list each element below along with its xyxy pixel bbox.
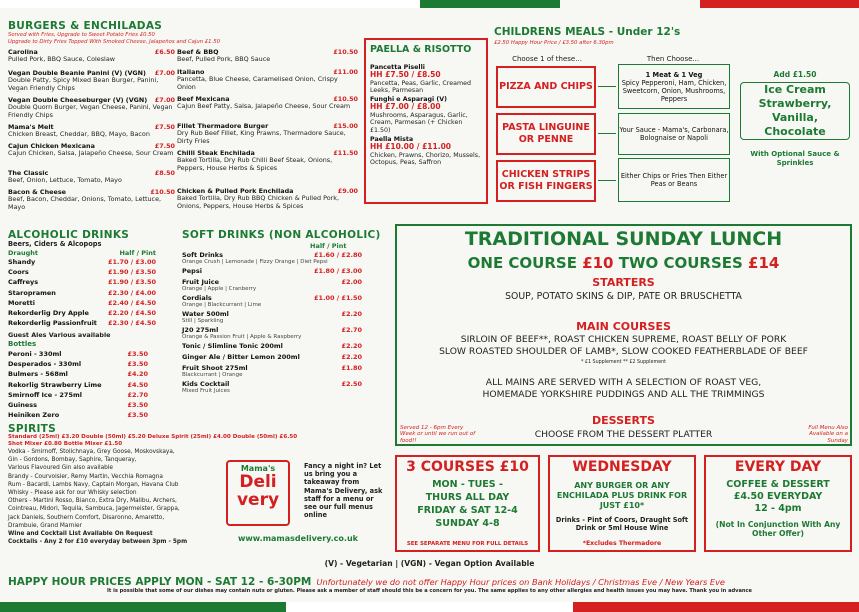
soft-row xyxy=(182,353,362,361)
soft-price: £1.80 xyxy=(341,364,362,372)
soft-row xyxy=(182,326,362,334)
legend: (V) - Vegetarian | (VGN) - Vegan Option Available xyxy=(324,559,535,568)
burger-item xyxy=(8,49,175,64)
draught-price: £2.30 / £4.00 xyxy=(107,288,156,297)
soft-name: Kids Cocktail xyxy=(182,380,230,388)
arrow-1 xyxy=(598,86,616,87)
burger-price: £7.00 xyxy=(154,70,175,77)
draught-name: Moretti xyxy=(8,298,35,307)
bottle-price: £2.70 xyxy=(127,390,148,399)
draught-name: Caffreys xyxy=(8,278,39,287)
soft-item xyxy=(182,326,362,340)
burger-desc: Double Quorn Burger, Vegan Cheese, Panini, Vegan Friendly Chips xyxy=(8,103,173,119)
three-l3: FRIDAY & SAT 12-4 xyxy=(417,505,518,516)
happy-hour: HAPPY HOUR PRICES APPLY MON - SAT 12 - 6-30PM xyxy=(8,576,312,588)
burger-desc: Beef, Pulled Pork, BBQ Sauce xyxy=(177,55,271,64)
soft-row xyxy=(182,294,362,302)
spirit-line: Cointreau, Midori, Tequila, Sambuca, Jagermeister, Grappa, xyxy=(8,506,180,513)
soft-hp: Half / Pint xyxy=(310,242,347,250)
sunday-full-menu: Full Menu Also Available on a Sunday xyxy=(808,425,848,444)
burger-desc: Beef, Onion, Lettuce, Tomato, Mayo xyxy=(8,176,122,185)
every-note: (Not In Conjunction With Any Other Offer) xyxy=(715,520,841,538)
spirit-line: Others - Martini Rosso, Bianco, Extra Dry, Malibu, Archers, xyxy=(8,498,177,505)
spirit-line: Drambuie, Grand Marnier xyxy=(8,522,82,529)
burger-desc: Baked Tortilla, Dry Rub Chilli Beef Steak, Onions, Peppers, House Herbs & Spices xyxy=(177,156,333,172)
spirits-note: Standard (25ml) £3.20 Double (50ml) £5.20 Deluxe Spirit (25ml) £4.00 Double (50ml) £6.50 xyxy=(8,434,298,440)
alcohol-sub: Beers, Ciders & Alcopops xyxy=(8,240,102,248)
three-l4: SUNDAY 4-8 xyxy=(435,518,500,529)
desserts-header: DESSERTS xyxy=(592,414,655,427)
burger-desc: Pulled Pork, BBQ Sauce, Coleslaw xyxy=(8,55,115,64)
burger-name: Vegan Double Beanie Panini (V) (VGN) xyxy=(8,70,146,77)
sunday-one: ONE COURSE xyxy=(467,254,583,272)
spirits-title: SPIRITS xyxy=(8,423,56,435)
bottom-stripe-red xyxy=(573,602,859,612)
paella-item xyxy=(370,136,484,167)
burger-desc: Dry Rub Beef Fillet, King Prawns, Thermadore Sauce, Dirty Fries xyxy=(177,129,346,145)
burgers-note-2: Upgrade to Dirty Fries Topped With Smoked Cheese, Jalapeños and Cajun £1.50 xyxy=(8,39,220,45)
kids-icecream: Ice Cream Strawberry, Vanilla, Chocolate xyxy=(758,83,832,138)
logo-very: very xyxy=(236,490,280,510)
burger-price: £10.50 xyxy=(333,49,358,56)
bottle-price: £4.20 xyxy=(127,370,148,379)
starters-header: STARTERS xyxy=(592,276,655,289)
draught-price: £2.30 / £4.50 xyxy=(107,319,156,328)
bottle-price: £3.50 xyxy=(127,401,148,409)
burger-item xyxy=(177,69,358,91)
kids-main-pasta: PASTA LINGUINE OR PENNE xyxy=(496,113,596,155)
bottle-name: Guiness xyxy=(8,401,37,409)
burger-name: Fillet Thermadore Burger xyxy=(177,123,269,130)
burger-price: £9.00 xyxy=(337,188,358,195)
bottle-price: £3.50 xyxy=(127,411,148,420)
stripe-green xyxy=(420,0,560,8)
draught-row xyxy=(8,258,156,266)
burger-name: Vegan Double Cheeseburger (V) (VGN) xyxy=(8,97,148,104)
kids-choose-1: Choose 1 of these... xyxy=(512,55,582,63)
kids-add: Add £1.50 xyxy=(773,70,817,79)
sunday-served: Served 12 - 6pm Every Week or until we run out of food!! xyxy=(400,425,476,444)
burger-price: £8.50 xyxy=(154,170,175,177)
stripe-red xyxy=(700,0,859,8)
soft-sub: Still | Sparkling xyxy=(182,318,224,324)
mains-line-2: SLOW ROASTED SHOULDER OF LAMB*, SLOW COOKED FEATHERBLADE OF BEEF xyxy=(439,346,808,357)
draught-header xyxy=(8,249,156,257)
soft-title: SOFT DRINKS (NON ALCOHOLIC) xyxy=(182,229,381,241)
burgers-note-1: Served with Fries, Upgrade to Sweet Potato Fries £0.50 xyxy=(8,32,155,38)
burger-price: £11.00 xyxy=(333,69,358,76)
soft-item xyxy=(182,294,362,308)
spirits-mixer: Shot Mixer £0.80 Bottle Mixer £1.50 xyxy=(8,441,123,447)
every-title: EVERY DAY xyxy=(734,459,822,475)
every-l2: £4.50 EVERYDAY xyxy=(733,491,823,502)
arrow-2 xyxy=(598,133,616,134)
burger-desc: Chicken Breast, Cheddar, BBQ, Mayo, Bacon xyxy=(8,130,150,139)
burger-desc: Beef, Bacon, Cheddar, Onions, Tomato, Lettuce, Mayo xyxy=(8,195,162,211)
kids-option-pizza xyxy=(618,64,730,109)
kids-then-choose: Then Choose... xyxy=(646,55,700,63)
soft-name: Soft Drinks xyxy=(182,251,223,259)
burger-price: £7.00 xyxy=(154,97,175,104)
three-note: SEE SEPARATE MENU FOR FULL DETAILS xyxy=(406,541,529,547)
draught-row xyxy=(8,289,156,297)
paella-name: Paella Mista xyxy=(370,136,414,143)
burger-price: £10.50 xyxy=(333,96,358,103)
burger-desc: Cajun Chicken, Salsa, Jalapeño Cheese, Sour Cream xyxy=(8,149,174,158)
paella-item xyxy=(370,64,484,95)
soft-row xyxy=(182,310,362,318)
sunday-two-price: £14 xyxy=(748,254,780,272)
happy-hour-line xyxy=(8,570,725,589)
three-l2: THURS ALL DAY xyxy=(425,492,510,503)
bottle-name: Heiniken Zero xyxy=(8,411,60,420)
paella-desc: Mushrooms, Asparagus, Garlic, Cream, Parmesan (+ Chicken £1.50) xyxy=(370,111,468,134)
draught-price: £1.90 / £3.50 xyxy=(107,278,156,287)
soft-item xyxy=(182,251,362,265)
three-l1: MON - TUES - xyxy=(432,479,503,490)
soft-row xyxy=(182,278,362,286)
spirit-line: Brandy - Courvoisier, Remy Martin, Vecchia Romagna xyxy=(8,473,163,480)
spirit-line: Gin - Gordons, Bombay, Saphire, Tanqueray, xyxy=(8,457,137,464)
bottle-row xyxy=(8,411,148,419)
delivery-text: Fancy a night in? Let us bring you a takeaway from Mama's Delivery, ask staff for a menu or see our full menus online xyxy=(304,462,383,520)
all-mains-1: ALL MAINS ARE SERVED WITH A SELECTION OF ROAST VEG, xyxy=(485,377,762,388)
burger-item xyxy=(177,96,358,111)
burger-item xyxy=(8,97,175,119)
draught-row xyxy=(8,278,156,286)
burger-desc: Pancetta, Blue Cheese, Caramelised Onion, Crispy Onion xyxy=(177,75,338,91)
draught-name: Coors xyxy=(8,268,29,277)
burger-name: Mama's Melt xyxy=(8,124,54,131)
allergy-note: It is possible that some of our dishes may contain nuts or gluten. Please ask a member of staff should this be a concern for you. The same applies to any other allergies and health issues you may have. Thank you in advance xyxy=(106,588,753,594)
sunday-title: TRADITIONAL SUNDAY LUNCH xyxy=(464,228,783,250)
soft-price: £2.20 xyxy=(341,342,362,350)
all-mains-2: HOMEMADE YORKSHIRE PUDDINGS AND ALL THE TRIMMINGS xyxy=(482,389,765,400)
bottle-price: £3.50 xyxy=(127,360,148,369)
burger-desc: Baked Tortilla, Dry Rub BBQ Chicken & Pulled Pork, Onions, Peppers, House Herbs & Spices xyxy=(177,194,340,210)
draught-price: £1.70 / £3.00 xyxy=(107,258,156,266)
arrow-3 xyxy=(598,180,616,181)
bottle-name: Desperados - 330ml xyxy=(8,360,82,369)
starters-text: SOUP, POTATO SKINS & DIP, PATE OR BRUSCHETTA xyxy=(505,291,742,302)
soft-name: Ginger Ale / Bitter Lemon 200ml xyxy=(182,353,300,361)
paella-title: PAELLA & RISOTTO xyxy=(370,44,472,55)
spirit-line: Vodka - Smirnoff, Stolichnaya, Grey Goose, Moskovskaya, xyxy=(8,449,175,455)
every-l1: COFFEE & DESSERT xyxy=(726,479,830,490)
soft-price: £1.00 / £1.50 xyxy=(313,294,362,302)
kids-icecream-note: With Optional Sauce & Sprinkles xyxy=(750,150,840,167)
bottle-row xyxy=(8,401,148,409)
kids-main-chicken: CHICKEN STRIPS OR FISH FINGERS xyxy=(496,160,596,202)
soft-sub: Blackcurrant | Orange xyxy=(182,372,243,378)
burger-item xyxy=(8,143,175,158)
bottles-header: Bottles xyxy=(8,340,37,348)
happy-hour-note: Unfortunately we do not offer Happy Hour prices on Bank Holidays / Christmas Eve / New Years Eve xyxy=(316,577,725,587)
wed-title: WEDNESDAY xyxy=(572,459,672,475)
burger-price: £7.50 xyxy=(154,143,175,150)
burger-price: £7.50 xyxy=(154,124,175,131)
soft-item xyxy=(182,353,362,361)
paella-desc: Pancetta, Peas, Garlic, Creamed Leeks, Parmesan xyxy=(370,79,471,95)
three-lines xyxy=(395,478,540,530)
delivery-logo xyxy=(226,460,290,526)
paella-name: Funghi e Asparagi (V) xyxy=(370,96,447,103)
soft-price: £2.50 xyxy=(341,380,362,388)
bottom-stripe-white xyxy=(286,602,573,612)
soft-sub: Orange | Blackcurrant | Lime xyxy=(182,302,262,308)
kids-main-pizza: PIZZA AND CHIPS xyxy=(496,66,596,108)
wed-drinks: Drinks - Pint of Coors, Draught Soft Drink or 5ml House Wine xyxy=(555,516,689,532)
soft-name: J20 275ml xyxy=(182,326,219,334)
burger-price: £10.50 xyxy=(150,189,175,196)
burgers-title: BURGERS & ENCHILADAS xyxy=(8,20,163,32)
paella-price: HH £10.00 / £11.00 xyxy=(370,142,452,152)
burger-item xyxy=(8,70,175,92)
soft-row xyxy=(182,364,362,372)
burger-item xyxy=(177,123,358,145)
soft-item xyxy=(182,278,362,292)
bottle-name: Smirnoff Ice - 275ml xyxy=(8,390,82,399)
kids-option-pasta: Your Sauce - Mama's, Carbonara, Bolognaise or Napoli xyxy=(618,113,730,155)
paella-desc: Chicken, Prawns, Chorizo, Mussels, Octopus, Peas, Saffron xyxy=(370,151,481,167)
desserts-text: CHOOSE FROM THE DESSERT PLATTER xyxy=(534,429,713,440)
draught-hp: Half / Pint xyxy=(119,249,156,257)
delivery-url[interactable]: www.mamasdelivery.co.uk xyxy=(238,534,358,543)
soft-price: £2.20 xyxy=(341,310,362,318)
spirit-line: Various Flavoured Gin also available xyxy=(8,465,113,472)
burger-item xyxy=(8,170,175,185)
kids-opt1-head: 1 Meat & 1 Veg xyxy=(645,70,703,79)
soft-name: Fruit Shoot 275ml xyxy=(182,364,248,372)
soft-item xyxy=(182,380,362,394)
bottle-row xyxy=(8,391,148,399)
soft-item xyxy=(182,364,362,378)
soft-price: £1.60 / £2.80 xyxy=(313,251,362,259)
burger-name: Bacon & Cheese xyxy=(8,189,66,196)
soft-sub: Orange | Apple | Cranberry xyxy=(182,286,257,292)
burger-name: Beef & BBQ xyxy=(177,49,219,56)
three-title: 3 COURSES £10 xyxy=(406,459,529,475)
soft-name: Fruit Juice xyxy=(182,278,219,286)
spirit-line: Whisky - Please ask for our Whisky selection xyxy=(8,490,137,496)
kids-option-sides: Either Chips or Fries Then Either Peas or Beans xyxy=(618,158,730,202)
logo-mamas: Mama's xyxy=(240,464,276,473)
burger-desc: Double Patty, Spicy Mixed Bean Burger, Panini, Vegan Friendly Chips xyxy=(8,76,159,92)
bottom-stripe-green xyxy=(0,602,286,612)
mains-supplement: * £1 Supplement ** £2 Supplement xyxy=(580,360,667,365)
guest-ales: Guest Ales Various available xyxy=(8,331,111,339)
soft-row xyxy=(182,251,362,259)
mains-line-1: SIRLOIN OF BEEF**, ROAST CHICKEN SUPREME, ROAST BELLY OF PORK xyxy=(460,334,787,345)
bottle-price: £3.50 xyxy=(127,350,148,358)
draught-row xyxy=(8,268,156,276)
kids-note: £2.50 Happy Hour Price / £3.50 after 6.30pm xyxy=(494,40,614,46)
sunday-one-price: £10 xyxy=(582,254,614,272)
paella-item xyxy=(370,96,484,134)
mains-header: MAIN COURSES xyxy=(576,320,671,333)
burger-item xyxy=(8,189,175,211)
soft-name: Tonic / Slimline Tonic 200ml xyxy=(182,342,283,350)
paella-price: HH £7.50 / £8.50 xyxy=(370,70,441,80)
logo-deli: Deli xyxy=(239,472,277,492)
burger-name: Italiano xyxy=(177,69,205,76)
burger-name: Chicken & Pulled Pork Enchilada xyxy=(177,188,294,195)
burger-name: Beef Mexicana xyxy=(177,96,230,103)
paella-name: Pancetta Piselli xyxy=(370,64,425,71)
bottle-row xyxy=(8,381,148,389)
draught-name: Rekorderlig Dry Apple xyxy=(8,309,89,317)
alcohol-title: ALCOHOLIC DRINKS xyxy=(8,229,130,241)
bottle-price: £4.50 xyxy=(127,380,148,389)
bottle-name: Bulmers - 568ml xyxy=(8,370,68,379)
soft-item xyxy=(182,267,362,275)
draught-price: £2.20 / £4.50 xyxy=(107,309,156,317)
draught-price: £2.40 / £4.50 xyxy=(107,298,156,307)
bottle-name: Peroni - 330ml xyxy=(8,350,62,358)
soft-name: Water 500ml xyxy=(182,310,229,318)
soft-price: £2.70 xyxy=(341,326,362,334)
soft-price: £2.20 xyxy=(341,353,362,361)
burger-name: The Classic xyxy=(8,170,49,177)
soft-sub: Orange Crush | Lemonade | Fizzy Orange | Diet Pepsi xyxy=(182,259,328,265)
draught-row xyxy=(8,319,156,327)
burger-name: Carolina xyxy=(8,49,38,56)
spirit-line: Jack Daniels, Southern Comfort, Disaronno, Amaretto, xyxy=(8,514,165,521)
bottle-row xyxy=(8,350,148,358)
burger-desc: Cajun Beef Patty, Salsa, Jalapeño Cheese, Sour Cream xyxy=(177,102,351,111)
paella-price: HH £7.00 / £8.00 xyxy=(370,102,441,112)
spirit-line: Cocktails - Any 2 for £10 everyday between 3pm - 5pm xyxy=(8,539,188,546)
bottle-row xyxy=(8,360,148,368)
soft-sub: Orange & Passion Fruit | Apple & Raspberry xyxy=(182,334,302,340)
sunday-two: TWO COURSES xyxy=(613,254,749,272)
burger-item xyxy=(8,124,175,139)
spirit-line: Wine and Cocktail List Available On Request xyxy=(8,531,153,537)
wed-offer: ANY BURGER OR ANY ENCHILADA PLUS DRINK FOR JUST £10* xyxy=(556,481,688,510)
kids-opt1-body: Spicy Pepperoni, Ham, Chicken, Sweetcorn, Onion, Mushrooms, Peppers xyxy=(621,78,727,103)
draught-row xyxy=(8,309,156,317)
soft-row xyxy=(182,267,362,275)
soft-price: £1.80 / £3.00 xyxy=(313,267,362,275)
soft-sub: Mixed Fruit Juices xyxy=(182,388,230,394)
draught-name: Rekorderlig Passionfruit xyxy=(8,319,97,328)
burger-price: £6.50 xyxy=(154,49,175,56)
soft-name: Pepsi xyxy=(182,267,202,275)
soft-price: £2.00 xyxy=(341,278,362,286)
soft-row xyxy=(182,380,362,388)
burger-item xyxy=(177,150,358,172)
wed-exclusion: *Excludes Thermadore xyxy=(582,540,662,547)
draught-price: £1.90 / £3.50 xyxy=(107,268,156,277)
soft-name: Cordials xyxy=(182,294,212,302)
soft-row xyxy=(182,342,362,350)
burger-item xyxy=(177,49,358,64)
bottle-name: Rekorlig Strawberry Lime xyxy=(8,380,102,389)
burger-price: £11.50 xyxy=(333,150,358,157)
stripe-white xyxy=(560,0,700,8)
draught-name: Staropramen xyxy=(8,288,56,297)
sunday-prices xyxy=(395,254,852,272)
burger-name: Chilli Steak Enchilada xyxy=(177,150,255,157)
burger-name: Cajun Chicken Mexicana xyxy=(8,143,95,150)
spirit-line: Rum - Bacardi, Lambs Navy, Captain Morgan, Havana Club xyxy=(8,481,179,488)
soft-item xyxy=(182,342,362,350)
draught-name: Shandy xyxy=(8,258,36,266)
kids-title: CHILDRENS MEALS - Under 12's xyxy=(494,26,681,38)
every-l3: 12 - 4pm xyxy=(754,503,802,514)
bottle-row xyxy=(8,370,148,378)
every-lines xyxy=(704,479,852,515)
draught-label: Draught xyxy=(8,249,39,257)
draught-row xyxy=(8,299,156,307)
burger-price: £15.00 xyxy=(333,123,358,130)
burger-item xyxy=(177,188,358,210)
soft-item xyxy=(182,310,362,324)
